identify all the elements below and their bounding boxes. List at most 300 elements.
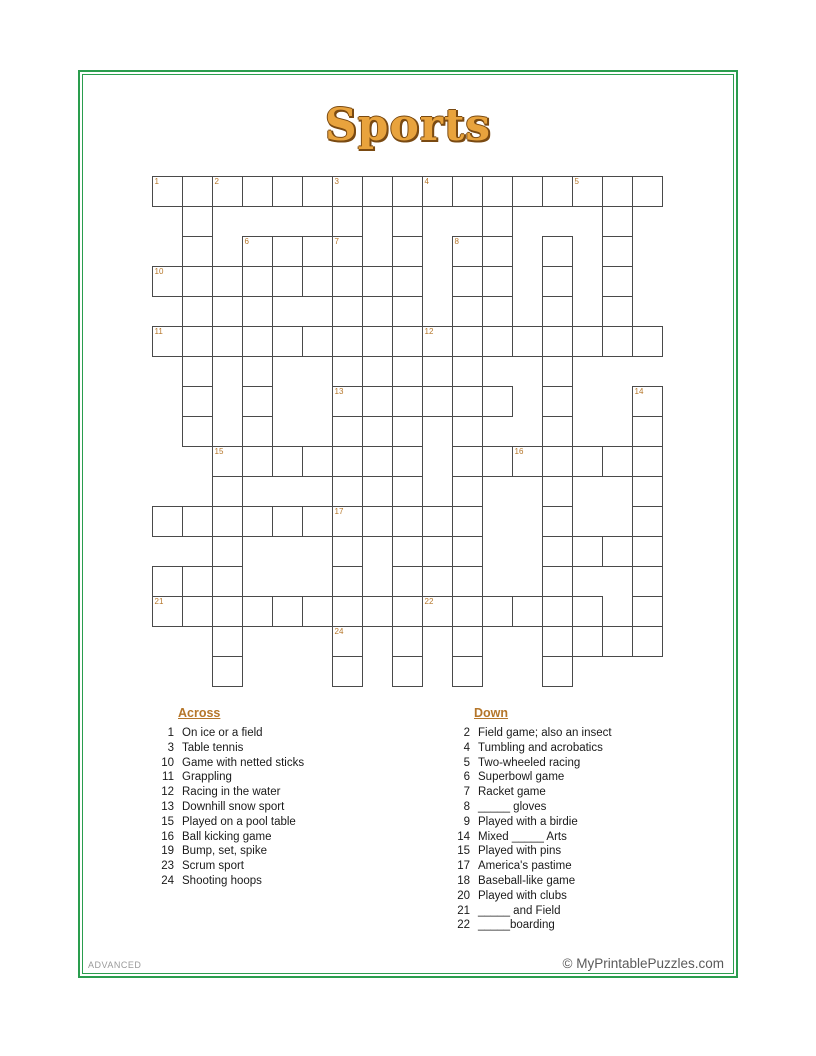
- grid-blank: [363, 627, 393, 657]
- grid-cell[interactable]: [543, 597, 573, 627]
- grid-blank: [153, 657, 183, 687]
- grid-row: [153, 627, 663, 657]
- grid-cell[interactable]: [543, 357, 573, 387]
- grid-cell[interactable]: [393, 237, 423, 267]
- clue-item: [448, 918, 672, 933]
- grid-cell[interactable]: [483, 327, 513, 357]
- grid-cell[interactable]: [543, 567, 573, 597]
- grid-blank: [513, 207, 543, 237]
- grid-cell[interactable]: [633, 417, 663, 447]
- grid-row: [153, 507, 663, 537]
- grid-cell[interactable]: [333, 207, 363, 237]
- grid-cell[interactable]: [543, 327, 573, 357]
- grid-cell[interactable]: [213, 567, 243, 597]
- grid-blank: [273, 297, 303, 327]
- grid-cell[interactable]: [183, 507, 213, 537]
- grid-cell[interactable]: [273, 267, 303, 297]
- grid-blank: [213, 237, 243, 267]
- grid-cell[interactable]: [183, 177, 213, 207]
- grid-cell[interactable]: [183, 597, 213, 627]
- grid-cell[interactable]: [453, 657, 483, 687]
- grid-blank: [573, 267, 603, 297]
- grid-blank: [513, 657, 543, 687]
- grid-blank: [483, 477, 513, 507]
- grid-cell[interactable]: [513, 327, 543, 357]
- grid-cell[interactable]: [633, 567, 663, 597]
- grid-blank: [423, 417, 453, 447]
- grid-cell[interactable]: [603, 297, 633, 327]
- grid-cell[interactable]: [393, 297, 423, 327]
- grid-cell-number: 7: [334, 237, 339, 246]
- grid-blank: [273, 387, 303, 417]
- grid-cell[interactable]: [633, 447, 663, 477]
- grid-cell[interactable]: [273, 507, 303, 537]
- grid-blank: [183, 477, 213, 507]
- grid-cell[interactable]: [333, 657, 363, 687]
- grid-cell[interactable]: [243, 387, 273, 417]
- grid-blank: [573, 657, 603, 687]
- grid-cell[interactable]: [363, 447, 393, 477]
- clue-text: Scrum sport: [182, 860, 244, 873]
- grid-cell[interactable]: [633, 507, 663, 537]
- grid-cell[interactable]: [453, 507, 483, 537]
- grid-row: [153, 357, 663, 387]
- grid-blank: [303, 537, 333, 567]
- down-clue-list: [448, 726, 672, 933]
- clue-number: 19: [161, 845, 174, 858]
- grid-cell[interactable]: [273, 177, 303, 207]
- grid-cell[interactable]: [243, 417, 273, 447]
- grid-cell[interactable]: [603, 627, 633, 657]
- grid-cell[interactable]: [483, 177, 513, 207]
- grid-cell[interactable]: [513, 177, 543, 207]
- grid-row: [153, 387, 663, 417]
- grid-cell[interactable]: [423, 507, 453, 537]
- grid-cell[interactable]: [183, 297, 213, 327]
- grid-cell[interactable]: [483, 447, 513, 477]
- grid-cell[interactable]: [633, 477, 663, 507]
- grid-cell[interactable]: [393, 207, 423, 237]
- grid-cell[interactable]: [183, 207, 213, 237]
- grid-cell[interactable]: [153, 267, 183, 297]
- grid-cell[interactable]: [333, 507, 363, 537]
- grid-blank: [573, 417, 603, 447]
- grid-cell[interactable]: [393, 327, 423, 357]
- grid-blank: [153, 357, 183, 387]
- grid-cell[interactable]: [543, 387, 573, 417]
- grid-cell[interactable]: [213, 477, 243, 507]
- grid-cell[interactable]: [453, 447, 483, 477]
- grid-cell[interactable]: [423, 597, 453, 627]
- grid-blank: [273, 357, 303, 387]
- grid-blank: [483, 567, 513, 597]
- grid-cell[interactable]: [153, 327, 183, 357]
- grid-cell[interactable]: [303, 177, 333, 207]
- grid-cell[interactable]: [543, 267, 573, 297]
- grid-cell[interactable]: [183, 327, 213, 357]
- grid-cell[interactable]: [513, 597, 543, 627]
- grid-cell[interactable]: [243, 297, 273, 327]
- clue-item: [152, 741, 376, 756]
- grid-cell[interactable]: [633, 627, 663, 657]
- grid-cell[interactable]: [543, 447, 573, 477]
- grid-blank: [513, 387, 543, 417]
- grid-blank: [573, 507, 603, 537]
- grid-blank: [603, 387, 633, 417]
- grid-blank: [573, 357, 603, 387]
- grid-cell[interactable]: [393, 177, 423, 207]
- grid-cell[interactable]: [183, 237, 213, 267]
- grid-row: [153, 597, 663, 627]
- grid-blank: [483, 507, 513, 537]
- grid-cell[interactable]: [483, 297, 513, 327]
- clue-item: [152, 874, 376, 889]
- grid-cell[interactable]: [573, 597, 603, 627]
- clue-item: [152, 815, 376, 830]
- grid-cell[interactable]: [573, 627, 603, 657]
- grid-cell[interactable]: [363, 597, 393, 627]
- grid-cell[interactable]: [333, 267, 363, 297]
- grid-cell[interactable]: [483, 267, 513, 297]
- grid-cell[interactable]: [273, 237, 303, 267]
- grid-cell[interactable]: [603, 177, 633, 207]
- grid-row: [153, 447, 663, 477]
- grid-blank: [423, 657, 453, 687]
- grid-cell[interactable]: [393, 387, 423, 417]
- page-title: Sports: [324, 100, 492, 151]
- grid-cell[interactable]: [453, 627, 483, 657]
- grid-cell[interactable]: [453, 387, 483, 417]
- clue-text: Ball kicking game: [182, 830, 272, 843]
- clue-text: Game with netted sticks: [182, 756, 305, 769]
- clue-item: [448, 770, 672, 785]
- grid-cell[interactable]: [153, 507, 183, 537]
- clue-number: 5: [463, 756, 470, 769]
- grid-cell[interactable]: [393, 597, 423, 627]
- grid-cell[interactable]: [213, 507, 243, 537]
- grid-cell[interactable]: [393, 537, 423, 567]
- grid-cell[interactable]: [273, 327, 303, 357]
- grid-cell[interactable]: [543, 627, 573, 657]
- grid-cell[interactable]: [333, 537, 363, 567]
- grid-blank: [513, 357, 543, 387]
- grid-cell[interactable]: [243, 507, 273, 537]
- clue-number: 16: [161, 830, 174, 843]
- grid-blank: [633, 237, 663, 267]
- grid-cell[interactable]: [453, 237, 483, 267]
- grid-blank: [423, 207, 453, 237]
- grid-cell[interactable]: [333, 417, 363, 447]
- grid-blank: [243, 537, 273, 567]
- clue-item: [448, 785, 672, 800]
- clue-item: [152, 800, 376, 815]
- grid-cell[interactable]: [213, 657, 243, 687]
- grid-cell[interactable]: [333, 597, 363, 627]
- grid-cell-number: 12: [424, 327, 434, 336]
- grid-cell[interactable]: [483, 597, 513, 627]
- grid-blank: [153, 297, 183, 327]
- grid-blank: [273, 537, 303, 567]
- down-column: [448, 706, 672, 933]
- grid-cell[interactable]: [453, 597, 483, 627]
- grid-cell[interactable]: [333, 357, 363, 387]
- grid-cell[interactable]: [573, 537, 603, 567]
- grid-cell[interactable]: [393, 627, 423, 657]
- grid-cell[interactable]: [273, 447, 303, 477]
- grid-cell[interactable]: [243, 177, 273, 207]
- grid-cell[interactable]: [213, 537, 243, 567]
- clue-item: [152, 844, 376, 859]
- grid-cell[interactable]: [333, 237, 363, 267]
- clue-item: [448, 874, 672, 889]
- grid-cell[interactable]: [213, 267, 243, 297]
- grid-cell[interactable]: [363, 327, 393, 357]
- clue-text: Two-wheeled racing: [478, 756, 581, 769]
- grid-blank: [603, 657, 633, 687]
- grid-cell[interactable]: [183, 357, 213, 387]
- grid-cell[interactable]: [333, 387, 363, 417]
- grid-cell[interactable]: [183, 567, 213, 597]
- clue-text: Racing in the water: [182, 786, 281, 799]
- clue-text: Field game; also an insect: [478, 727, 612, 739]
- grid-cell-number: 24: [334, 627, 344, 636]
- grid-cell[interactable]: [333, 177, 363, 207]
- clue-item: [448, 889, 672, 904]
- grid-blank: [513, 267, 543, 297]
- clue-number: 3: [167, 741, 174, 754]
- grid-cell-number: 17: [334, 507, 344, 516]
- grid-blank: [153, 627, 183, 657]
- grid-blank: [303, 387, 333, 417]
- grid-cell[interactable]: [393, 267, 423, 297]
- grid-cell[interactable]: [633, 327, 663, 357]
- grid-cell[interactable]: [543, 477, 573, 507]
- grid-blank: [303, 207, 333, 237]
- grid-cell-number: 21: [154, 597, 164, 606]
- clue-number: 14: [457, 830, 470, 843]
- grid-cell[interactable]: [543, 537, 573, 567]
- grid-blank: [483, 357, 513, 387]
- grid-cell[interactable]: [543, 177, 573, 207]
- grid-blank: [183, 447, 213, 477]
- grid-blank: [363, 357, 393, 387]
- grid-cell-number: 3: [334, 177, 339, 186]
- clue-text: America's pastime: [478, 860, 572, 873]
- grid-cell-number: 10: [154, 267, 164, 276]
- grid-blank: [243, 207, 273, 237]
- grid-cell[interactable]: [213, 447, 243, 477]
- clue-text: Played with pins: [478, 845, 562, 858]
- grid-cell[interactable]: [153, 597, 183, 627]
- clue-item: [448, 726, 672, 741]
- grid-cell[interactable]: [333, 327, 363, 357]
- grid-cell[interactable]: [573, 177, 603, 207]
- grid-blank: [513, 627, 543, 657]
- clue-text: Played with clubs: [478, 889, 567, 902]
- grid-cell[interactable]: [393, 657, 423, 687]
- grid-cell[interactable]: [243, 237, 273, 267]
- grid-cell-number: 6: [244, 237, 249, 246]
- clue-text: Shooting hoops: [182, 874, 262, 887]
- grid-cell[interactable]: [213, 627, 243, 657]
- grid-row: [153, 177, 663, 207]
- grid-cell[interactable]: [603, 237, 633, 267]
- grid-cell[interactable]: [333, 627, 363, 657]
- grid-cell[interactable]: [393, 357, 423, 387]
- clue-number: 21: [457, 904, 470, 917]
- grid-blank: [633, 297, 663, 327]
- grid-cell[interactable]: [543, 507, 573, 537]
- grid-cell[interactable]: [603, 207, 633, 237]
- grid-cell[interactable]: [243, 327, 273, 357]
- grid-cell[interactable]: [633, 597, 663, 627]
- grid-cell[interactable]: [333, 297, 363, 327]
- grid-cell[interactable]: [393, 447, 423, 477]
- grid-cell[interactable]: [423, 567, 453, 597]
- clue-number: 7: [463, 786, 470, 799]
- grid-cell[interactable]: [483, 237, 513, 267]
- grid-cell[interactable]: [303, 237, 333, 267]
- clue-item: [448, 741, 672, 756]
- grid-cell[interactable]: [513, 447, 543, 477]
- clue-text: Racket game: [478, 786, 546, 799]
- grid-cell[interactable]: [333, 567, 363, 597]
- grid-cell[interactable]: [303, 507, 333, 537]
- grid-cell[interactable]: [633, 387, 663, 417]
- grid-cell[interactable]: [183, 387, 213, 417]
- grid-blank: [423, 297, 453, 327]
- grid-cell[interactable]: [423, 327, 453, 357]
- grid-cell[interactable]: [363, 177, 393, 207]
- grid-cell[interactable]: [393, 477, 423, 507]
- grid-blank: [303, 657, 333, 687]
- grid-cell-number: 1: [154, 177, 159, 186]
- grid-cell[interactable]: [423, 387, 453, 417]
- grid-cell[interactable]: [393, 417, 423, 447]
- grid-cell-number: 5: [574, 177, 579, 186]
- grid-cell-number: 14: [634, 387, 644, 396]
- clue-text: Tumbling and acrobatics: [478, 741, 603, 754]
- clue-number: 1: [167, 727, 174, 739]
- grid-cell[interactable]: [333, 447, 363, 477]
- grid-cell[interactable]: [303, 447, 333, 477]
- grid-cell[interactable]: [573, 327, 603, 357]
- grid-blank: [303, 627, 333, 657]
- grid-blank: [603, 507, 633, 537]
- grid-cell[interactable]: [213, 597, 243, 627]
- grid-cell[interactable]: [543, 297, 573, 327]
- grid-blank: [483, 537, 513, 567]
- grid-cell[interactable]: [363, 507, 393, 537]
- clue-text: Played with a birdie: [478, 815, 578, 828]
- grid-cell[interactable]: [453, 477, 483, 507]
- clue-text: _____ gloves: [478, 800, 547, 813]
- grid-cell[interactable]: [573, 447, 603, 477]
- grid-cell[interactable]: [363, 267, 393, 297]
- grid-blank: [273, 207, 303, 237]
- grid-cell[interactable]: [543, 237, 573, 267]
- clue-item: [152, 830, 376, 845]
- grid-blank: [513, 477, 543, 507]
- grid-cell[interactable]: [453, 327, 483, 357]
- grid-cell[interactable]: [453, 417, 483, 447]
- grid-cell[interactable]: [183, 267, 213, 297]
- grid-blank: [303, 477, 333, 507]
- grid-cell[interactable]: [213, 177, 243, 207]
- grid-cell[interactable]: [453, 567, 483, 597]
- grid-cell[interactable]: [483, 207, 513, 237]
- grid-blank: [363, 657, 393, 687]
- grid-blank: [243, 657, 273, 687]
- clue-text: Grappling: [182, 771, 232, 784]
- clue-text: Superbowl game: [478, 771, 565, 784]
- grid-cell[interactable]: [453, 537, 483, 567]
- grid-cell[interactable]: [603, 537, 633, 567]
- grid-cell[interactable]: [603, 447, 633, 477]
- grid-cell[interactable]: [333, 477, 363, 507]
- grid-blank: [603, 567, 633, 597]
- grid-cell[interactable]: [243, 357, 273, 387]
- grid-cell[interactable]: [453, 267, 483, 297]
- grid-blank: [423, 237, 453, 267]
- grid-blank: [513, 567, 543, 597]
- grid-blank: [423, 477, 453, 507]
- grid-cell[interactable]: [153, 567, 183, 597]
- grid-blank: [153, 417, 183, 447]
- grid-blank: [483, 657, 513, 687]
- grid-cell[interactable]: [393, 567, 423, 597]
- grid-cell[interactable]: [633, 177, 663, 207]
- grid-blank: [213, 387, 243, 417]
- grid-cell[interactable]: [483, 387, 513, 417]
- grid-row: [153, 297, 663, 327]
- grid-cell[interactable]: [303, 267, 333, 297]
- grid-row: [153, 207, 663, 237]
- grid-cell[interactable]: [453, 297, 483, 327]
- grid-cell[interactable]: [423, 177, 453, 207]
- grid-cell-number: 8: [454, 237, 459, 246]
- clue-number: 12: [161, 786, 174, 799]
- grid-cell[interactable]: [453, 177, 483, 207]
- grid-cell[interactable]: [153, 177, 183, 207]
- grid-cell[interactable]: [363, 387, 393, 417]
- clue-number: 24: [161, 874, 174, 887]
- grid-cell[interactable]: [303, 597, 333, 627]
- grid-blank: [183, 537, 213, 567]
- grid-cell[interactable]: [603, 267, 633, 297]
- grid-blank: [483, 417, 513, 447]
- grid-cell[interactable]: [183, 417, 213, 447]
- grid-cell[interactable]: [393, 507, 423, 537]
- grid-cell[interactable]: [213, 327, 243, 357]
- grid-cell[interactable]: [243, 267, 273, 297]
- grid-blank: [273, 417, 303, 447]
- grid-cell[interactable]: [453, 357, 483, 387]
- grid-blank: [573, 387, 603, 417]
- grid-cell[interactable]: [303, 327, 333, 357]
- grid-cell[interactable]: [243, 447, 273, 477]
- grid-cell[interactable]: [633, 537, 663, 567]
- clue-number: 4: [463, 741, 470, 754]
- clue-number: 23: [161, 860, 174, 873]
- grid-cell[interactable]: [543, 417, 573, 447]
- grid-cell[interactable]: [543, 657, 573, 687]
- grid-blank: [633, 657, 663, 687]
- crossword-grid: [152, 176, 663, 687]
- grid-cell[interactable]: [273, 597, 303, 627]
- grid-cell[interactable]: [243, 597, 273, 627]
- grid-cell[interactable]: [603, 327, 633, 357]
